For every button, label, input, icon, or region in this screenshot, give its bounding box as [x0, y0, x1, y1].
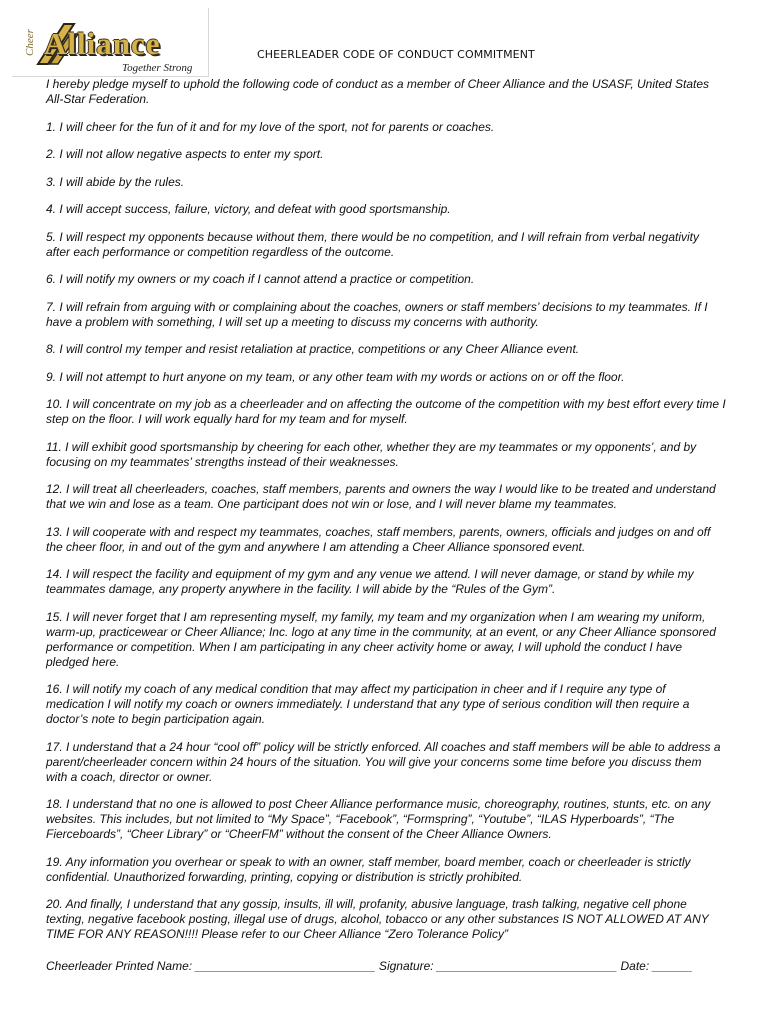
pledge-item-2: 2. I will not allow negative aspects to enter my sport.	[46, 147, 324, 161]
pledge-item-13: 13. I will cooperate with and respect my teammates, coaches, staff members, parents, owners, officials and judges on and off the cheer floor, in and out of the gym and anywhere I am attending a Cheer Alliance sponsored event.	[46, 524, 711, 554]
pledge-item-9: 9. I will not attempt to hurt anyone on my team, or any other team with my words or actions on or off the floor.	[46, 369, 625, 384]
pledge-item-20: 20. And finally, I understand that any gossip, insults, ill will, profanity, abusive language, trash talking, negative cell phone texting, negative facebook posting, illegal use of drugs, alcohol, tobacco or any other substances IS NOT ALLOWED AT ANY TIME FOR ANY REASON!!!! Please refer to our Cheer Alliance “Zero Tolerance Policy”	[46, 897, 709, 941]
pledge-item-12: 12. I will treat all cheerleaders, coaches, staff members, parents and owners the way I would like to be treated and understand that we win and lose as a team. One participant does not win or lose, and I will never blame my teammates.	[46, 482, 716, 511]
pledge-item-10: 10. I will concentrate on my job as a cheerleader and on affecting the outcome of the competition with my best effort every time I step on the floor. I will work equally hard for my team and for myself.	[46, 397, 726, 426]
cheer-alliance-logo	[24, 20, 206, 76]
logo-side-text: Cheer	[24, 29, 36, 56]
signature-line[interactable]: Cheerleader Printed Name: ___________________________ Signature: ___________________________ Date: ______	[46, 959, 693, 973]
pledge-item-11: 11. I will exhibit good sportsmanship by cheering for each other, whether they are my teammates or my opponents’, and by focusing on my teammates’ strengths instead of their weaknesses.	[46, 439, 697, 469]
pledge-item-19: 19. Any information you overhear or speak to with an owner, staff member, board member, coach or cheerleader is strictly confidential. Unauthorized forwarding, printing, copying or distribution is strictly prohibited.	[46, 854, 691, 884]
pledge-item-6: 6. I will notify my owners or my coach if I cannot attend a practice or competition.	[46, 272, 475, 286]
logo-brand-text: Alliance	[44, 26, 161, 61]
document-title: CHEERLEADER CODE OF CONDUCT COMMITMENT	[257, 48, 535, 61]
pledge-item-16: 16. I will notify my coach of any medical condition that may affect my participation in cheer and if I require any type of medication I will notify my coach or owners immediately. I understand that any type of serious condition will then require a doctor’s note to begin participation again.	[46, 682, 690, 726]
pledge-item-5: 5. I will respect my opponents because without them, there would be no competition, and I will refrain from verbal negativity after each performance or competition regardless of the outcome.	[46, 229, 699, 259]
pledge-item-1: 1. I will cheer for the fun of it and for my love of the sport, not for parents or coaches.	[46, 119, 495, 134]
pledge-item-14: 14. I will respect the facility and equipment of my gym and any venue we attend. I will never damage, or stand by while my teammates damage, any property anywhere in the facility. I will abide by the “Rules of the Gym”.	[46, 567, 694, 596]
pledge-item-4: 4. I will accept success, failure, victory, and defeat with good sportsmanship.	[46, 202, 451, 216]
logo-tagline: Together Strong	[122, 62, 193, 74]
pledge-item-18: 18. I understand that no one is allowed to post Cheer Alliance performance music, choreography, routines, stunts, etc. on any websites. This includes, but not limited to “My Space”, “Facebook”, “Formspring”, “Youtube”, “ILAS Hyperboards”, “The Fierceboards”, “Cheer Library” or “CheerFM” without the consent of the Cheer Alliance Owners.	[46, 797, 711, 841]
document-body	[46, 77, 726, 955]
pledge-item-7: 7. I will refrain from arguing with or complaining about the coaches, owners or staff members’ decisions to my teammates. If I have a problem with something, I will set up a meeting to discuss my concerns with authority.	[46, 299, 708, 329]
pledge-item-17: 17. I understand that a 24 hour “cool off” policy will be strictly enforced. All coaches and staff members will be able to address a parent/cheerleader concern within 24 hours of the situation. You will give your concerns some time before you discuss them with a coach, director or owner.	[46, 739, 721, 784]
intro-paragraph: I hereby pledge myself to uphold the following code of conduct as a member of Cheer Alliance and the USASF, United States All-Star Federation.	[46, 77, 710, 106]
pledge-item-15: 15. I will never forget that I am representing myself, my family, my team and my organization when I am wearing my uniform, warm-up, practicewear or Cheer Alliance; Inc. logo at any time in the community, at an event, or any Cheer Alliance sponsored performance or competition. When I am participating in any cheer activity home or away, I will uphold the conduct I have pledged here.	[46, 609, 716, 669]
pledge-item-3: 3. I will abide by the rules.	[46, 174, 185, 189]
pledge-item-8: 8. I will control my temper and resist retaliation at practice, competitions or any Cheer Alliance event.	[46, 342, 580, 356]
